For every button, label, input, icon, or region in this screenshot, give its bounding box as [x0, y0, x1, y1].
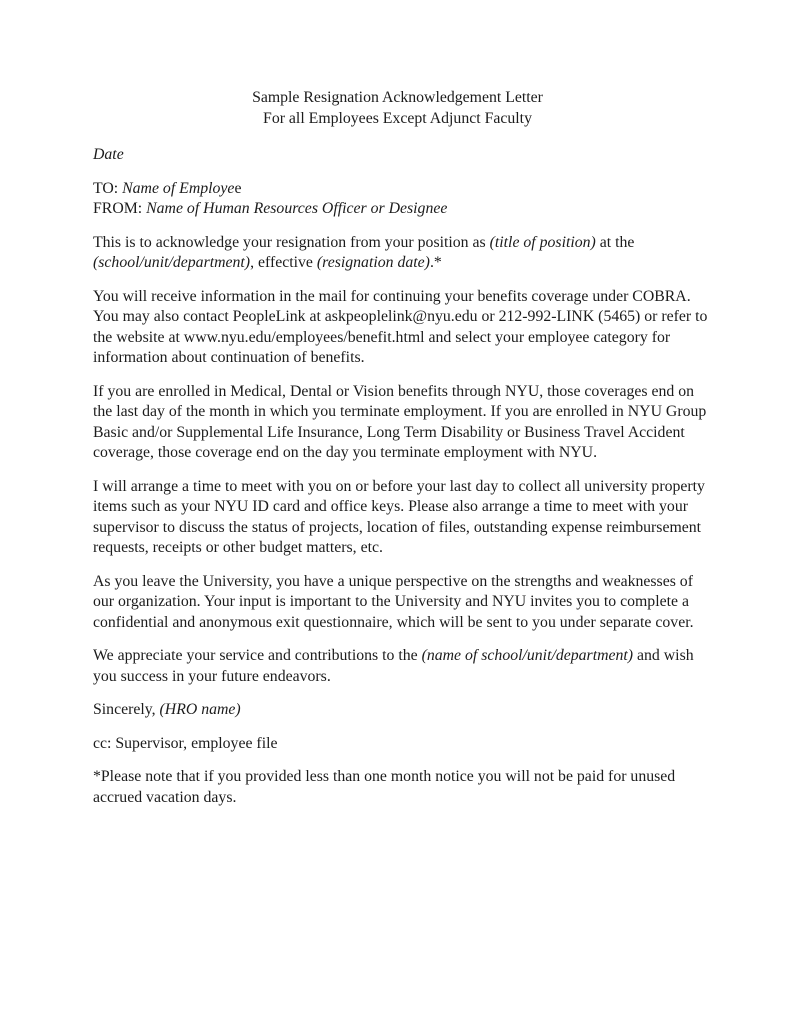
text-run: you success in your future endeavors.: [93, 667, 331, 685]
title-line-2: For all Employees Except Adjunct Faculty: [263, 109, 532, 127]
text-line: [93, 287, 702, 308]
text-line: [93, 646, 702, 667]
italic-text-run: (name of school/unit/department): [421, 647, 634, 664]
text-run: FROM:: [93, 200, 147, 217]
signature-line: [93, 700, 702, 721]
italic-text-run: Name of Employe: [122, 179, 235, 197]
text-line: [93, 477, 705, 498]
text-run: You may also contact PeopleLink at askpeoplelink@nyu.edu or 212-992-LINK (5465) or refer to: [93, 308, 708, 325]
italic-text-run: (title of position): [489, 233, 596, 251]
text-line: [93, 572, 702, 593]
italic-text-run: (resignation date): [316, 254, 430, 271]
document-body: [93, 145, 708, 808]
property-return-paragraph: [93, 477, 705, 559]
text-run: supervisor to discuss the status of projects, location of files, outstanding expense reimbursement: [93, 518, 702, 536]
letter-title: [93, 88, 702, 129]
text-line: [93, 307, 708, 328]
text-run: at the: [595, 233, 635, 251]
text-run: *Please note that if you provided less than one month notice you will not be paid for unused: [93, 768, 676, 785]
text-run: cc: Supervisor, employee file: [93, 734, 278, 752]
text-line: [93, 592, 702, 613]
text-line: [93, 788, 702, 809]
text-line: [93, 348, 702, 369]
italic-text-run: Name of Human Resources Officer or Designee: [146, 200, 448, 217]
text-run: This is to acknowledge your resignation from your position as: [93, 233, 490, 251]
text-line: [93, 734, 702, 755]
text-run: the last day of the month in which you terminate employment. If you are enrolled in NYU Group: [93, 403, 707, 420]
date-line: [93, 145, 702, 166]
text-run: We appreciate your service and contributions to the: [93, 647, 422, 664]
footnote-paragraph: [93, 767, 702, 808]
text-run: Basic and/or Supplemental Life Insurance, Long Term Disability or Business Travel Accident: [93, 423, 685, 441]
text-run: items such as your NYU ID card and office keys. Please also arrange a time to meet with your: [93, 498, 688, 515]
text-line: [93, 382, 702, 403]
cc-line: [93, 734, 702, 755]
text-run: You will receive information in the mail for continuing your benefits coverage under COBRA.: [93, 287, 691, 305]
text-run: requests, receipts or other budget matters, etc.: [93, 539, 383, 556]
text-line: [93, 667, 702, 688]
text-run: confidential and anonymous exit questionnaire, which will be sent to you under separate cover.: [93, 613, 694, 631]
text-line: [93, 443, 702, 464]
text-line: [93, 518, 702, 539]
text-line: [93, 253, 702, 274]
text-run: the website at www.nyu.edu/employees/benefit.html and select your employee category for: [93, 328, 671, 346]
text-line: [93, 328, 702, 349]
text-line: [93, 538, 702, 559]
text-line: [93, 233, 702, 254]
text-line: [93, 613, 702, 634]
acknowledgement-paragraph: [93, 233, 702, 274]
title-line-1: Sample Resignation Acknowledgement Letter: [252, 89, 543, 106]
text-run: As you leave the University, you have a unique perspective on the strengths and weaknesses of: [93, 572, 693, 590]
italic-text-run: (school/unit/department): [93, 254, 251, 271]
italic-text-run: (HRO name): [159, 701, 241, 718]
text-run: accrued vacation days.: [93, 788, 237, 806]
text-line: [93, 767, 702, 788]
coverage-end-paragraph: [93, 382, 707, 464]
cobra-benefits-paragraph: [93, 287, 708, 369]
text-line: [93, 145, 702, 166]
text-run: and wish: [633, 647, 694, 664]
text-run: coverage, those coverage end on the day you terminate employment with NYU.: [93, 444, 598, 461]
appreciation-paragraph: [93, 646, 702, 687]
text-run: , effective: [250, 254, 317, 271]
exit-questionnaire-paragraph: [93, 572, 702, 634]
text-run: .*: [429, 254, 442, 271]
text-run: TO:: [93, 179, 123, 197]
text-line: [93, 402, 707, 423]
text-run: e: [234, 179, 242, 197]
text-run: I will arrange a time to meet with you on or before your last day to collect all university property: [93, 477, 705, 495]
italic-text-run: Date: [93, 146, 124, 163]
text-line: [93, 179, 702, 200]
text-run: If you are enrolled in Medical, Dental or Vision benefits through NYU, those coverages end on: [93, 382, 695, 400]
to-from-block: [93, 179, 702, 220]
text-run: our organization. Your input is important to the University and NYU invites you to complete a: [93, 593, 689, 610]
text-line: [93, 497, 702, 518]
text-line: [93, 423, 702, 444]
text-run: Sincerely,: [93, 701, 160, 718]
text-line: [93, 700, 702, 721]
text-run: information about continuation of benefits.: [93, 349, 365, 366]
text-line: [93, 199, 702, 220]
